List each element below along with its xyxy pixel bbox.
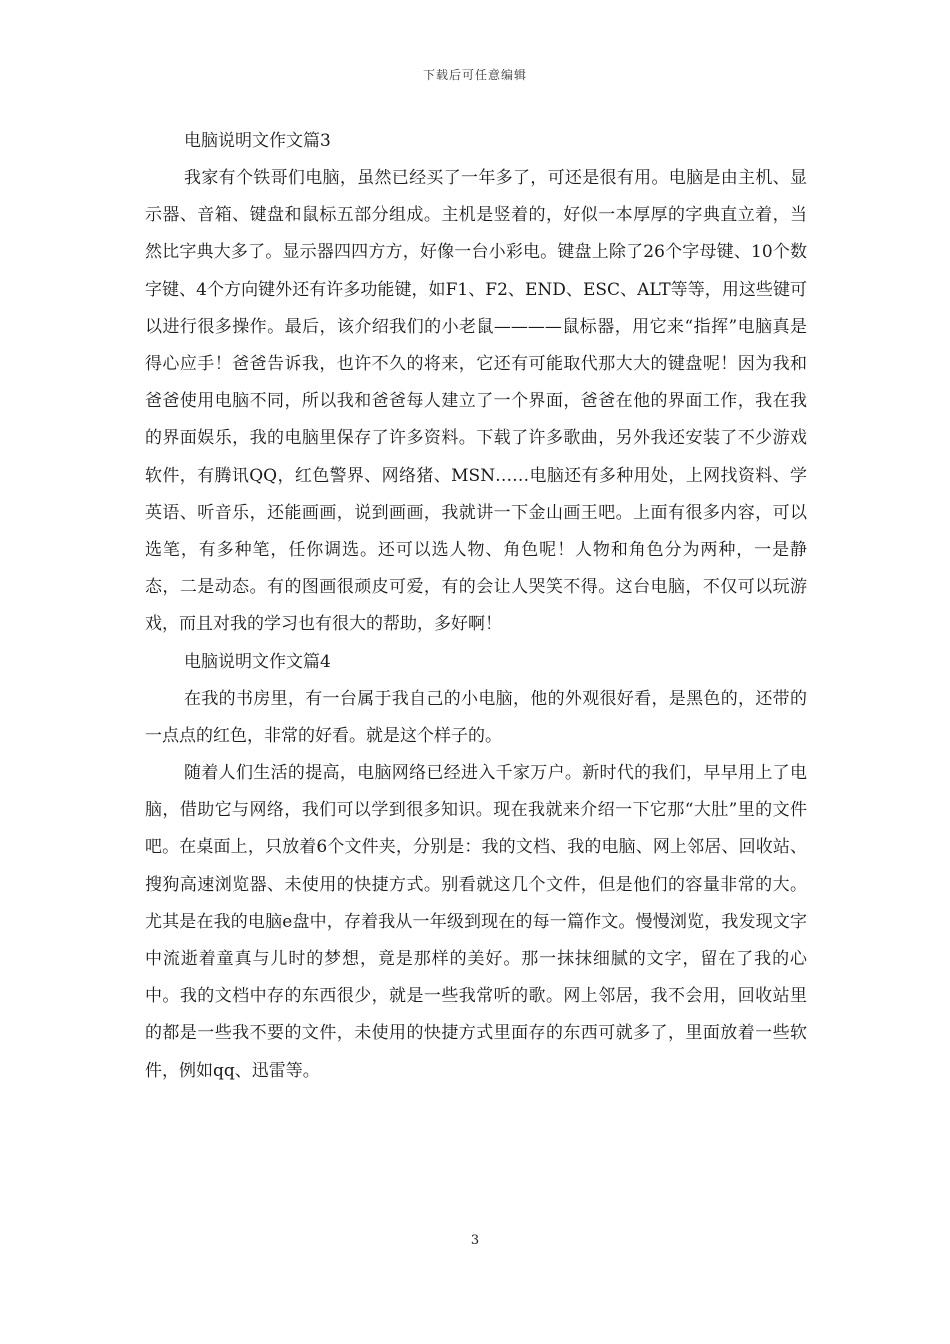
section-title-3: 电脑说明文作文篇3 — [184, 131, 331, 151]
page-number: 3 — [470, 1233, 480, 1248]
section-4-paragraph-1: 在我的书房里，有一台属于我自己的小电脑，他的外观很好看，是黑色的，还带的一点点的红色，非常的好看。就是这个样子的。 — [145, 688, 807, 746]
section-3-paragraph-1: 我家有个铁哥们电脑，虽然已经买了一年多了，可还是很有用。电脑是由主机、显示器、音箱、键盘和鼠标五部分组成。主机是竖着的，好似一本厚厚的字典直立着，当然比字典大多了。显示器四四方方，好像一台小彩电。键盘上除了26个字母键、10个数字键、4个方向键外还有许多功能键，如F1、F2、END、ESC、ALT等等，用这些键可以进行很多操作。最后，该介绍我们的小老鼠————鼠标器，用它来“指挥”电脑真是得心应手！爸爸告诉我，也许不久的将来，它还有可能取代那大大的键盘呢！因为我和爸爸使用电脑不同，所以我和爸爸每人建立了一个界面，爸爸在他的界面工作，我在我的界面娱乐，我的电脑里保存了许多资料。下载了许多歌曲，另外我还安装了不少游戏软件，有腾讯QQ，红色警界、网络猪、MSN……电脑还有多种用处，上网找资料、学英语、听音乐，还能画画，说到画画，我就讲一下金山画王吧。上面有很多内容，可以选笔，有多种笔，任你调选。还可以选人物、角色呢！人物和角色分为两种，一是静态，二是动态。有的图画很顽皮可爱，有的会让人哭笑不得。这台电脑，不仅可以玩游戏，而且对我的学习也有很大的帮助，多好啊！ — [145, 168, 807, 635]
page-header: 下载后可任意编辑 — [422, 68, 527, 82]
document-body — [145, 123, 807, 1090]
section-title-4: 电脑说明文作文篇4 — [184, 651, 331, 672]
section-4-paragraph-2: 随着人们生活的提高，电脑网络已经进入千家万户。新时代的我们，早早用上了电脑，借助它与网络，我们可以学到很多知识。现在我就来介绍一下它那“大肚”里的文件吧。在桌面上，只放着6个文件夹，分别是：我的文档、我的电脑、网上邻居、回收站、搜狗高速浏览器、未使用的快捷方式。别看就这几个文件，但是他们的容量非常的大。尤其是在我的电脑e盘中，存着我从一年级到现在的每一篇作文。慢慢浏览，我发现文字中流逝着童真与儿时的梦想，竟是那样的美好。那一抹抹细腻的文字，留在了我的心中。我的文档中存的东西很少，就是一些我常听的歌。网上邻居，我不会用，回收站里的都是一些我不要的文件，未使用的快捷方式里面存的东西可就多了，里面放着一些软件，例如qq、迅雷等。 — [145, 763, 807, 1081]
